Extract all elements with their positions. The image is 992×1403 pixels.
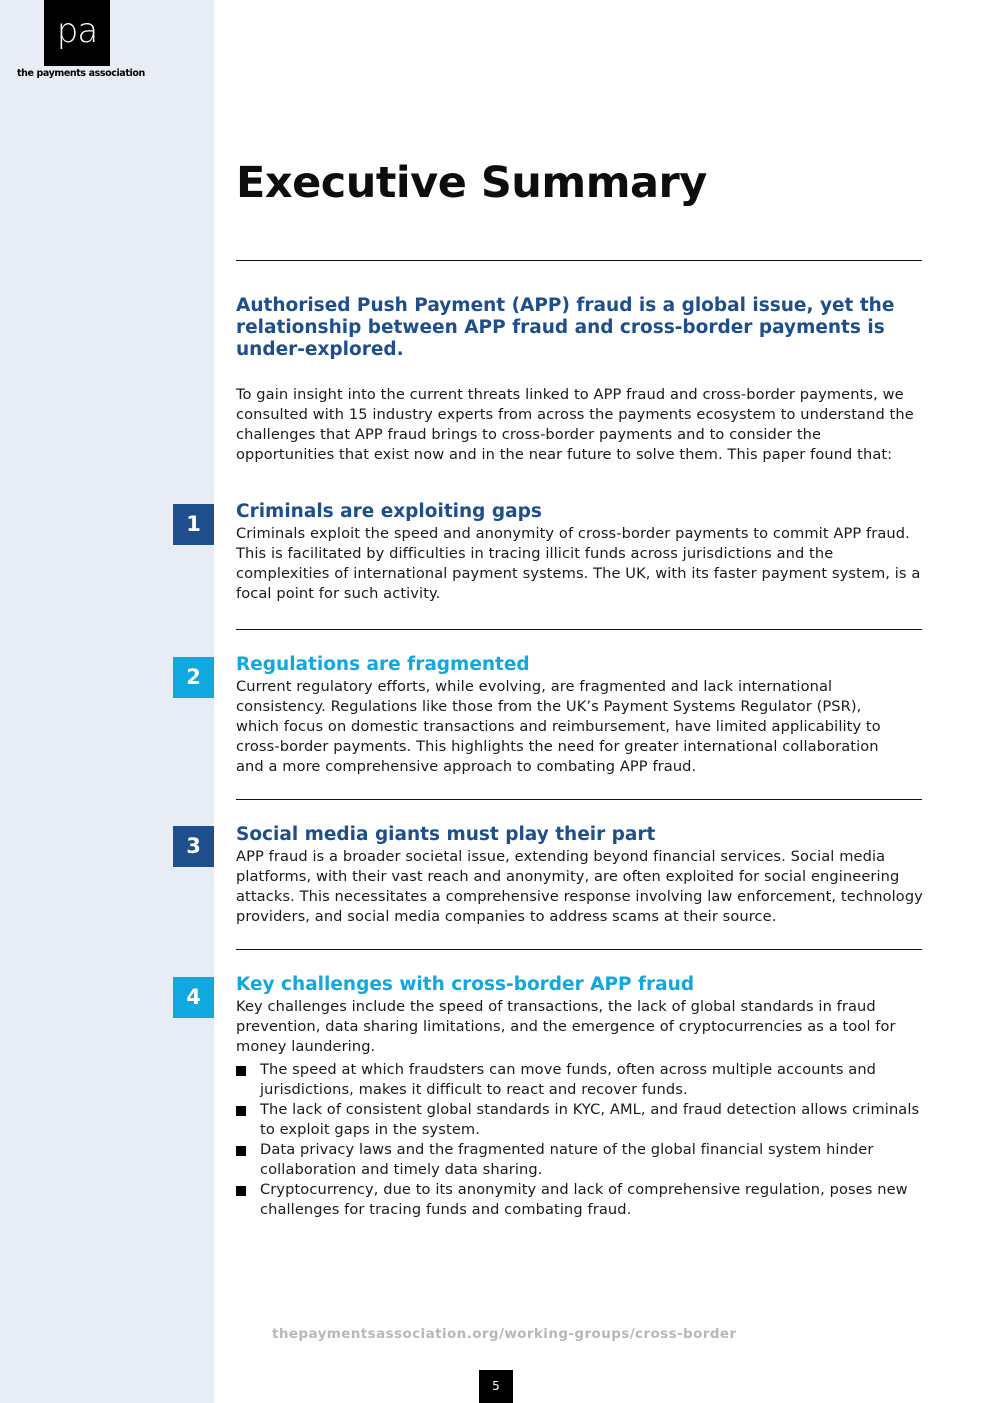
bullet-square-icon bbox=[236, 1186, 246, 1196]
finding-body-4: Key challenges include the speed of transactions, the lack of global standards in fraud prevention, data sharing limitations, and the emergence of cryptocurrencies as a tool for money laundering. bbox=[236, 998, 896, 1055]
finding-body-3: APP fraud is a broader societal issue, extending beyond financial services. Social media platforms, with their vast reach and anonymity, are often exploited for social engineering attacks. This necessitates a comprehensive response involving law enforcement, technology providers, and social media companies to address scams at their source. bbox=[236, 848, 923, 925]
logo-mark: pa bbox=[44, 0, 110, 66]
list-item: Data privacy laws and the fragmented nature of the global financial system hinder collaboration and timely data sharing. bbox=[236, 1140, 926, 1180]
divider bbox=[236, 629, 922, 630]
finding-heading-4: Key challenges with cross-border APP fraud bbox=[236, 974, 695, 995]
bullet-square-icon bbox=[236, 1066, 246, 1076]
lead-heading: Authorised Push Payment (APP) fraud is a global issue, yet the relationship between APP fraud and cross-border payments is under-explored. bbox=[236, 295, 895, 360]
finding-number-4: 4 bbox=[173, 977, 214, 1018]
finding-body-2: Current regulatory efforts, while evolving, are fragmented and lack international consistency. Regulations like those from the UK’s Payment Systems Regulator (PSR), which focus on domestic transactions and reimbursement, have limited applicability to cross-border payments. This highlights the need for greater international collaboration and a more comprehensive approach to combating APP fraud. bbox=[236, 678, 881, 775]
finding-number-2: 2 bbox=[173, 657, 214, 698]
footer-url-link[interactable]: thepaymentsassociation.org/working-groups/cross-border bbox=[272, 1326, 737, 1342]
divider bbox=[236, 949, 922, 950]
list-item: The speed at which fraudsters can move funds, often across multiple accounts and jurisdictions, makes it difficult to react and recover funds. bbox=[236, 1060, 926, 1100]
finding-number-1: 1 bbox=[173, 504, 214, 545]
logo-text: the payments association bbox=[17, 68, 145, 79]
divider bbox=[236, 799, 922, 800]
list-item: Cryptocurrency, due to its anonymity and lack of comprehensive regulation, poses new challenges for tracing funds and combating fraud. bbox=[236, 1180, 926, 1220]
finding-heading-1: Criminals are exploiting gaps bbox=[236, 501, 542, 522]
intro-paragraph: To gain insight into the current threats linked to APP fraud and cross-border payments, we consulted with 15 industry experts from across the payments ecosystem to understand the challenges that APP fraud brings to cross-border payments and to consider the opportunities that exist now and in the near future to solve them. This paper found that: bbox=[236, 386, 914, 463]
finding-body-1: Criminals exploit the speed and anonymity of cross-border payments to commit APP fraud. This is facilitated by difficulties in tracing illicit funds across jurisdictions and the complexities of international payment systems. The UK, with its faster payment system, is a focal point for such activity. bbox=[236, 525, 921, 602]
bullet-square-icon bbox=[236, 1146, 246, 1156]
bullet-square-icon bbox=[236, 1106, 246, 1116]
finding-heading-2: Regulations are fragmented bbox=[236, 654, 530, 675]
sidebar-panel bbox=[0, 0, 214, 1403]
page-title: Executive Summary bbox=[236, 158, 707, 208]
finding-number-3: 3 bbox=[173, 826, 214, 867]
divider bbox=[236, 260, 922, 261]
list-item: The lack of consistent global standards in KYC, AML, and fraud detection allows criminals to exploit gaps in the system. bbox=[236, 1100, 926, 1140]
finding-heading-3: Social media giants must play their part bbox=[236, 824, 656, 845]
page-number: 5 bbox=[479, 1370, 513, 1403]
challenge-list bbox=[236, 1060, 926, 1220]
